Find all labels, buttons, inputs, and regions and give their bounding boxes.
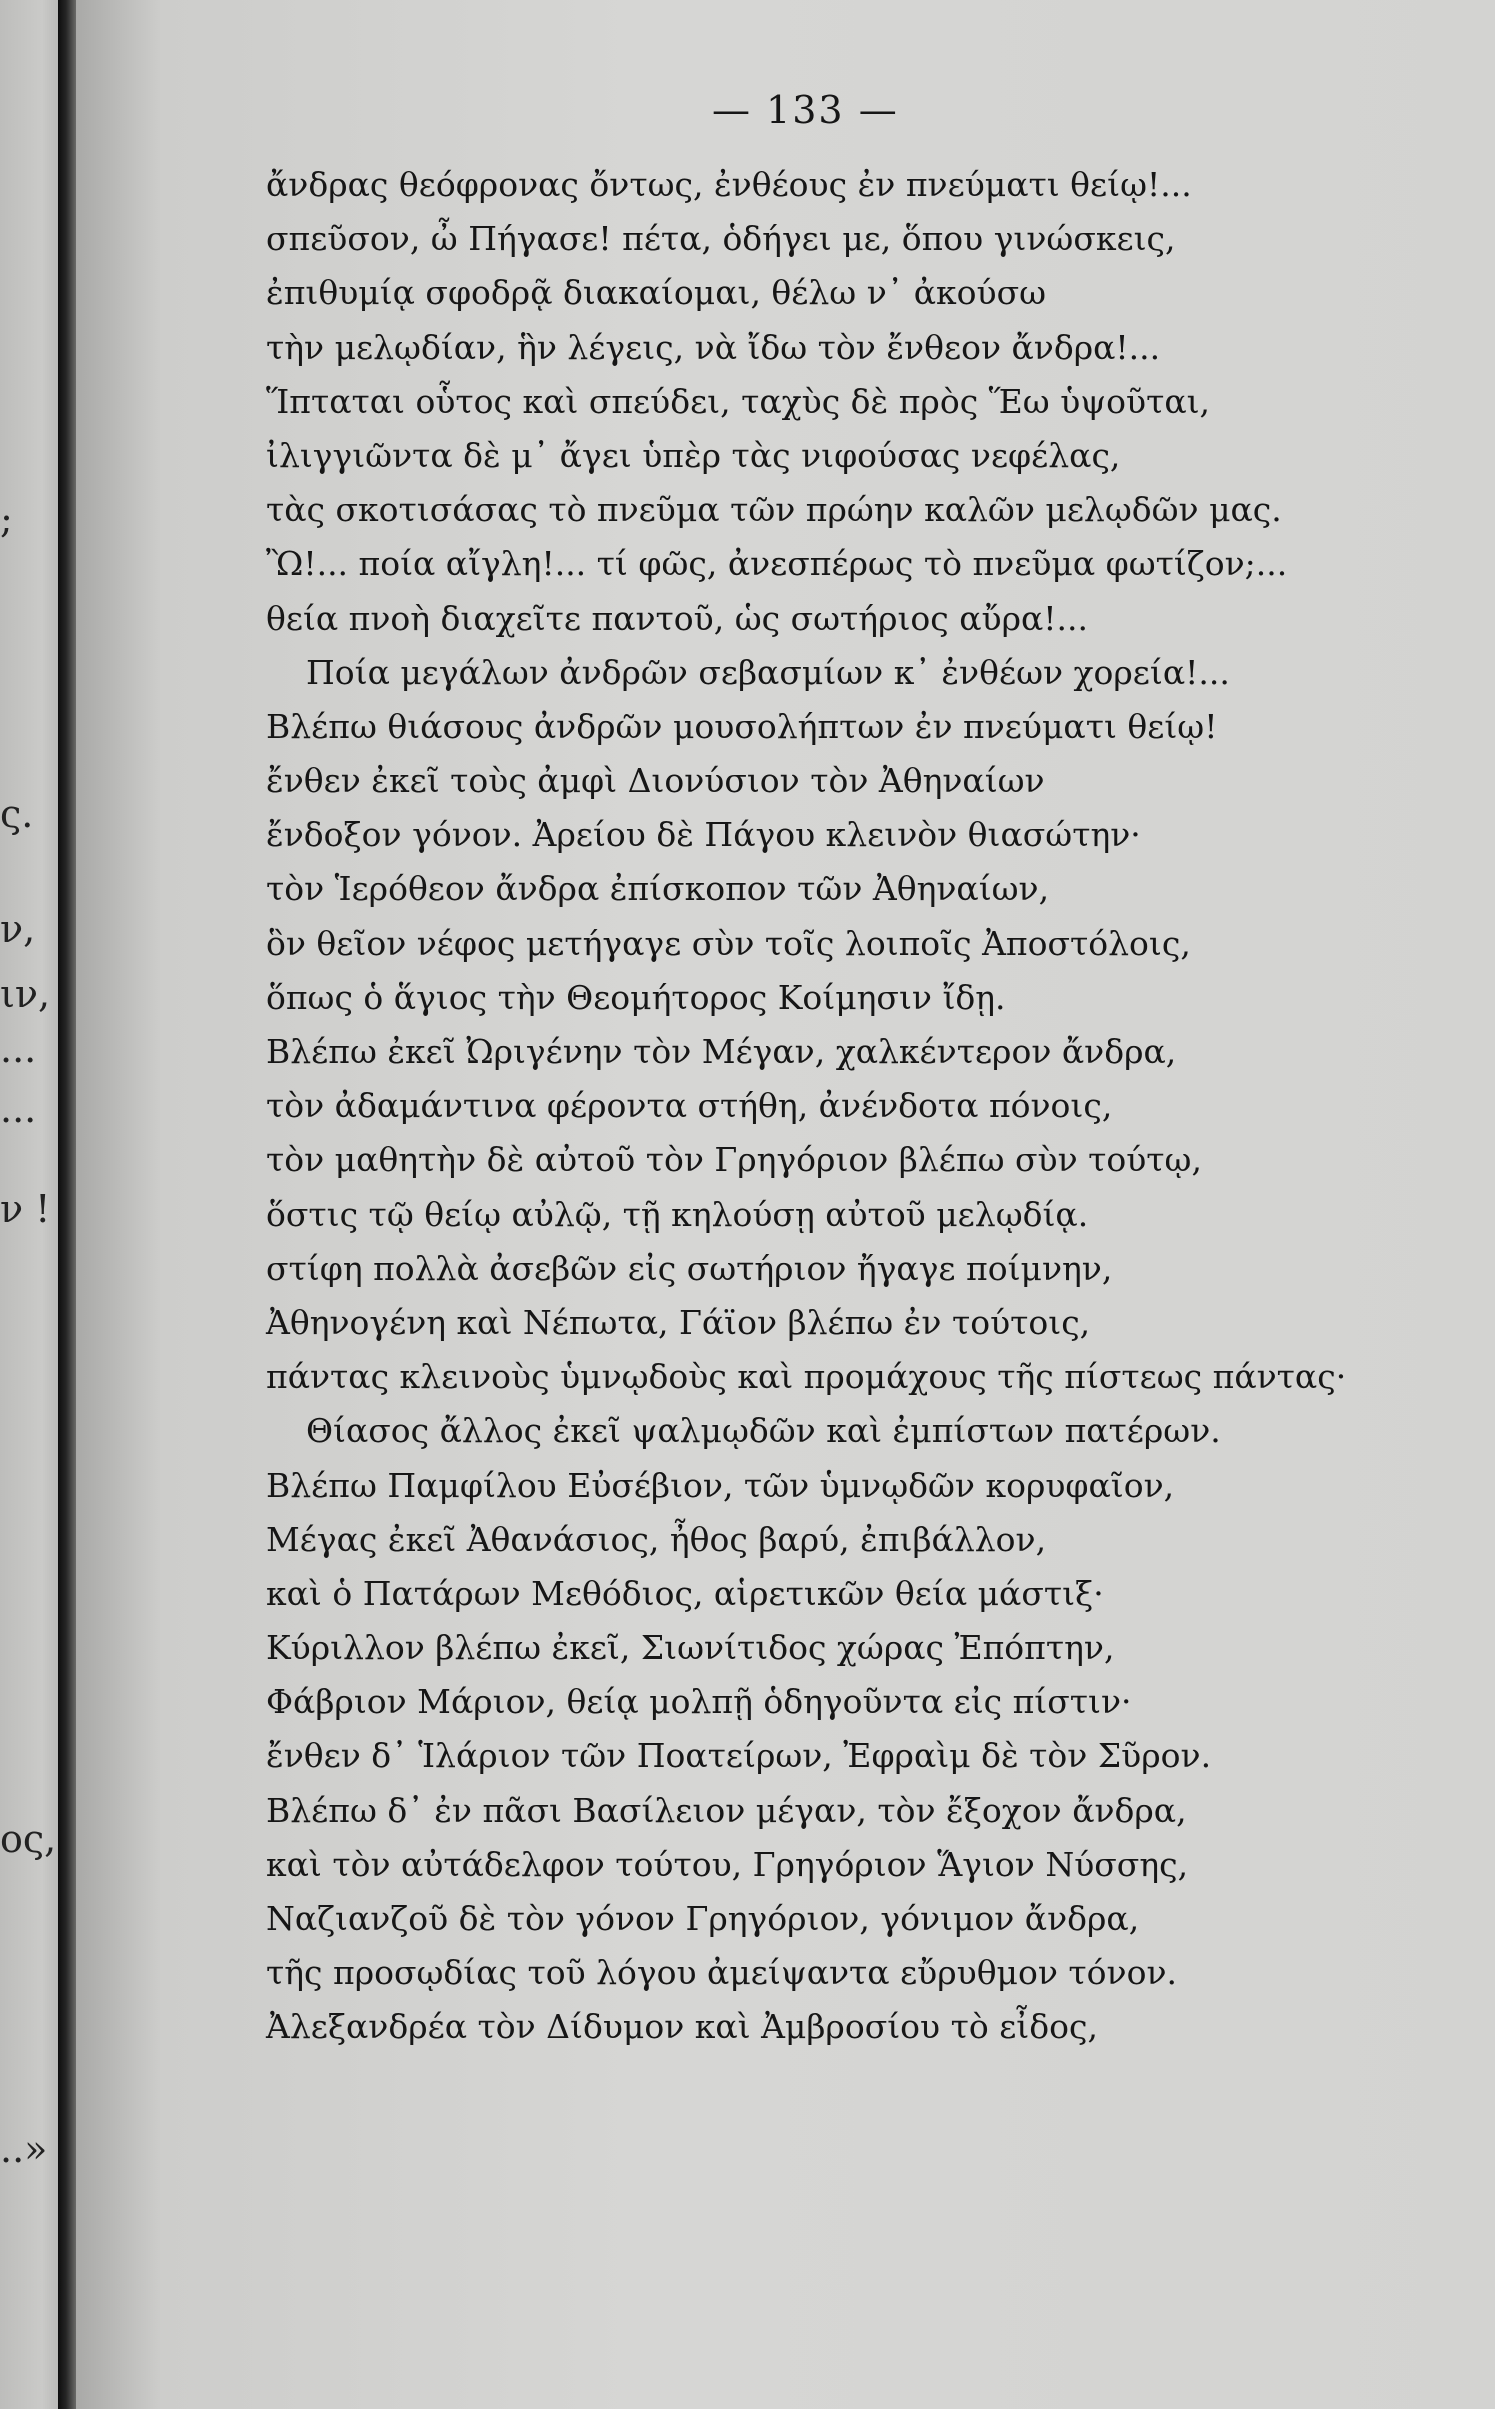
text-line: σπεῦσον, ὦ Πήγασε! πέτα, ὁδήγει με, ὅπου γινώσκεις, (266, 219, 1176, 259)
margin-fragment: ; (0, 497, 13, 541)
text-line: τὸν ἀδαμάντινα φέροντα στήθη, ἀνένδοτα πόνοις, (266, 1086, 1113, 1126)
text-line: Ποία μεγάλων ἀνδρῶν σεβασμίων κ᾿ ἐνθέων χορεία!... (306, 652, 1230, 692)
text-line: ἄνδρας θεόφρονας ὄντως, ἐνθέους ἐν πνεύματι θείῳ!... (266, 165, 1192, 204)
text-line: ἰλιγγιῶντα δὲ μ᾿ ἄγει ὑπὲρ τὰς νιφούσας νεφέλας, (266, 435, 1121, 475)
text-line: Βλέπω ἐκεῖ Ὠριγένην τὸν Μέγαν, χαλκέντερον ἄνδρα, (266, 1032, 1177, 1071)
text-line: Βλέπω δ᾿ ἐν πᾶσι Βασίλειον μέγαν, τὸν ἔξοχον ἄνδρα, (266, 1790, 1187, 1830)
text-line: τὸν μαθητὴν δὲ αὐτοῦ τὸν Γρηγόριον βλέπω σὺν τούτῳ, (266, 1140, 1202, 1180)
text-line: καὶ ὁ Πατάρων Μεθόδιος, αἱρετικῶν θεία μάστιξ· (266, 1573, 1104, 1613)
margin-fragment: ν ! (0, 1187, 51, 1231)
text-line: Ἵπταται οὗτος καὶ σπεύδει, ταχὺς δὲ πρὸς Ἕω ὑψοῦται, (266, 381, 1211, 421)
text-line: Θίασος ἄλλος ἐκεῖ ψαλμῳδῶν καὶ ἐμπίστων πατέρων. (306, 1411, 1221, 1451)
book-gutter (58, 0, 76, 2409)
text-line: Κύριλλον βλέπω ἐκεῖ, Σιωνίτιδος χώρας Ἐπόπτην, (266, 1628, 1115, 1668)
margin-fragment: ος, (0, 1817, 57, 1861)
margin-fragment: ..» (0, 2127, 48, 2171)
text-line: Ναζιανζοῦ δὲ τὸν γόνον Γρηγόριον, γόνιμον ἄνδρα, (266, 1899, 1140, 1938)
text-line: τῆς προσῳδίας τοῦ λόγου ἀμείψαντα εὔρυθμον τόνον. (266, 1953, 1178, 1993)
margin-fragment: ιν, (0, 972, 51, 1016)
text-line: Ἀλεξανδρέα τὸν Δίδυμον καὶ Ἀμβροσίου τὸ εἶδος, (266, 2007, 1098, 2047)
text-line: Βλέπω Παμφίλου Εὐσέβιον, τῶν ὑμνῳδῶν κορυφαῖον, (266, 1465, 1175, 1505)
text-line: ὅπως ὁ ἅγιος τὴν Θεομήτορος Κοίμησιν ἴδῃ. (266, 977, 1006, 1017)
text-line: Μέγας ἐκεῖ Ἀθανάσιος, ἦθος βαρύ, ἐπιβάλλον, (266, 1519, 1047, 1559)
facing-page-edge (0, 0, 60, 2409)
text-line: θεία πνοὴ διαχεῖτε παντοῦ, ὡς σωτήριος αὔρα!... (266, 598, 1089, 638)
text-line: ἔνθεν δ᾿ Ἱλάριον τῶν Ποατείρων, Ἐφραὶμ δὲ τὸν Σῦρον. (266, 1736, 1212, 1776)
text-line: ὅστις τῷ θείῳ αὐλῷ, τῇ κηλούσῃ αὐτοῦ μελῳδίᾳ. (266, 1194, 1089, 1234)
text-line: καὶ τὸν αὐτάδελφον τούτου, Γρηγόριον Ἅγιον Νύσσης, (266, 1844, 1189, 1884)
margin-fragment: ... (0, 1027, 37, 1071)
margin-fragment: ς. (0, 792, 34, 836)
text-line: τὸν Ἱερόθεον ἄνδρα ἐπίσκοπον τῶν Ἀθηναίων, (266, 869, 1050, 909)
margin-fragment: ... (0, 1087, 37, 1131)
text-line: Βλέπω θιάσους ἀνδρῶν μουσολήπτων ἐν πνεύματι θείῳ! (266, 706, 1218, 746)
page-number: — 133 — (712, 88, 899, 132)
text-line: ἔνθεν ἐκεῖ τοὺς ἀμφὶ Διονύσιον τὸν Ἀθηναίων (266, 761, 1045, 801)
text-line: στίφη πολλὰ ἀσεβῶν εἰς σωτήριον ἤγαγε ποίμνην, (266, 1248, 1113, 1288)
text-line: πάντας κλεινοὺς ὑμνῳδοὺς καὶ προμάχους τῆς πίστεως πάντας· (266, 1357, 1347, 1397)
text-line: ἔνδοξον γόνον. Ἀρείου δὲ Πάγου κλεινὸν θιασώτην· (266, 815, 1141, 855)
text-line: Ἀθηνογένη καὶ Νέπωτα, Γάϊον βλέπω ἐν τούτοις, (266, 1302, 1091, 1342)
text-line: τὰς σκοτισάσας τὸ πνεῦμα τῶν πρώην καλῶν μελῳδῶν μας. (266, 490, 1282, 530)
text-line: ὃν θεῖον νέφος μετήγαγε σὺν τοῖς λοιποῖς Ἀποστόλοις, (266, 923, 1191, 963)
text-line: Φάβριον Μάριον, θείᾳ μολπῇ ὁδηγοῦντα εἰς πίστιν· (266, 1682, 1132, 1722)
poem-text (266, 158, 1486, 2055)
text-line: Ὢ!... ποία αἴγλη!... τί φῶς, ἀνεσπέρως τὸ πνεῦμα φωτίζον;... (266, 544, 1288, 584)
book-page (76, 0, 1495, 2409)
text-line: ἐπιθυμίᾳ σφοδρᾷ διακαίομαι, θέλω ν᾿ ἀκούσω (266, 273, 1047, 313)
margin-fragment: ν, (0, 907, 36, 951)
text-line: τὴν μελῳδίαν, ἣν λέγεις, νὰ ἴδω τὸν ἔνθεον ἄνδρα!... (266, 327, 1161, 367)
